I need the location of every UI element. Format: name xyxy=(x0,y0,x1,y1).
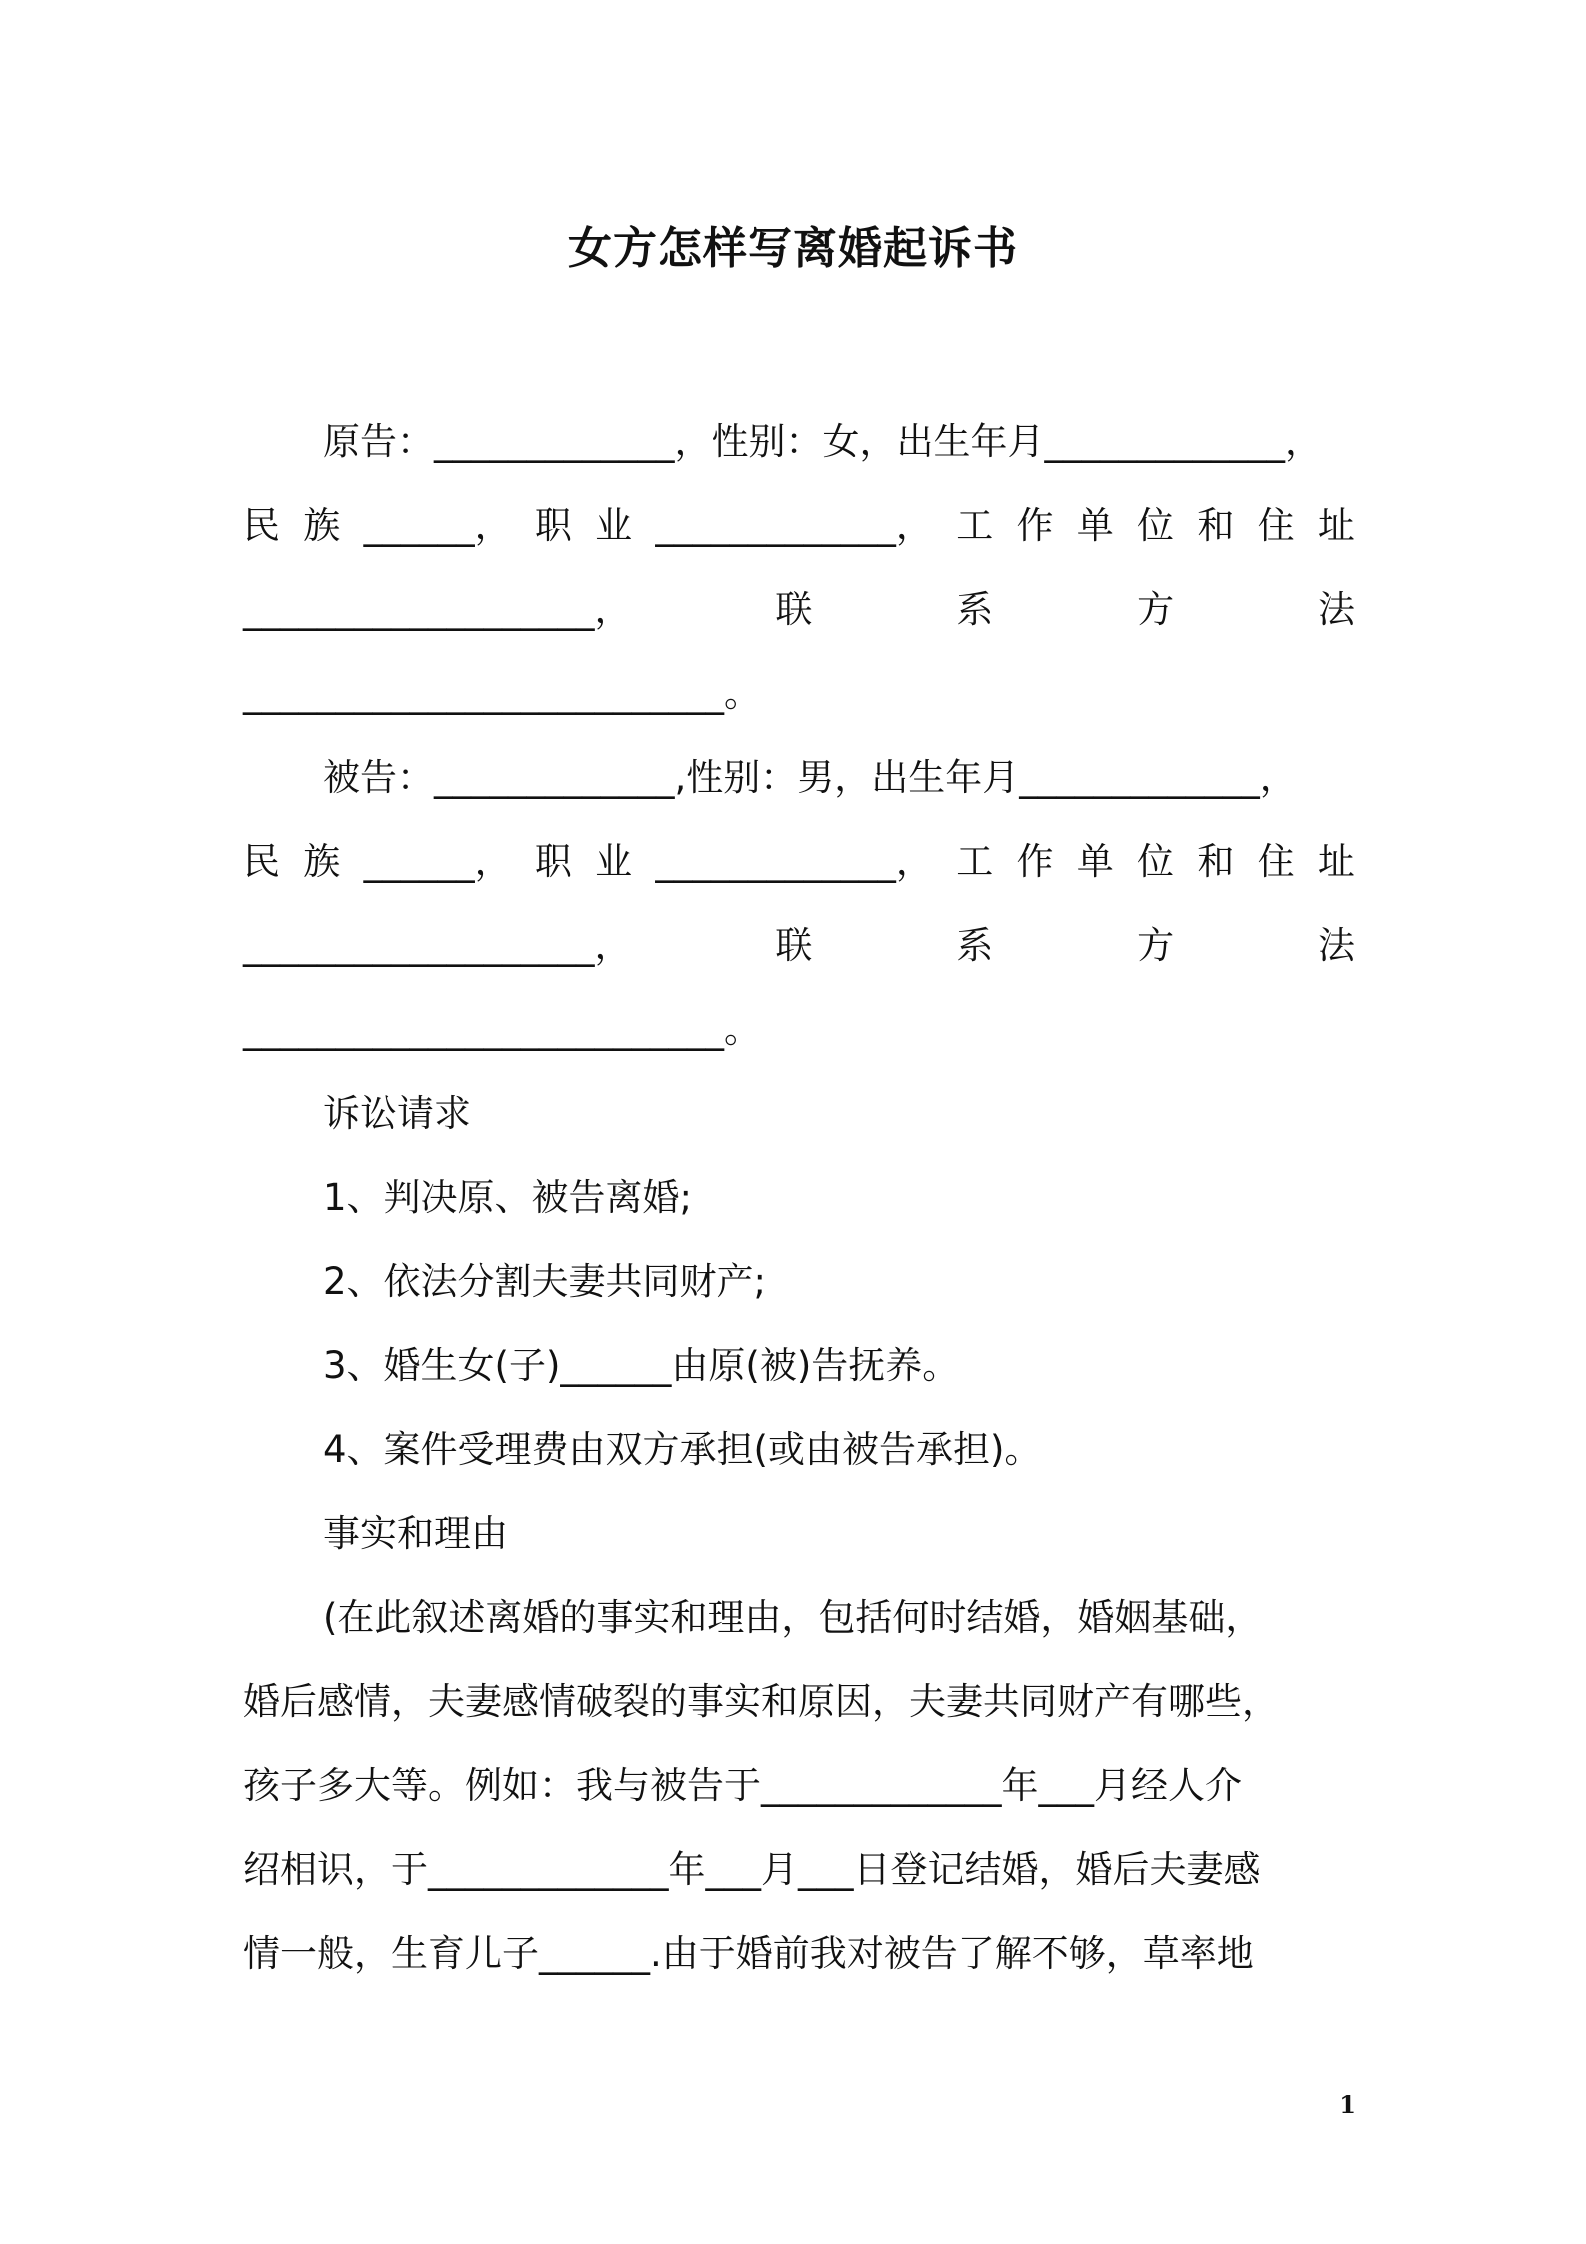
text-segment: 住 xyxy=(1257,840,1295,883)
text-segment: 址 xyxy=(1317,840,1355,883)
facts-line: 孩子多大等。例如：我与被告于_____________年___月经人介 xyxy=(243,1764,1242,1807)
text-segment: 和 xyxy=(1197,504,1235,547)
text-segment: ___________________， xyxy=(243,588,632,631)
defendant-line-4: __________________________。 xyxy=(243,1008,761,1051)
claim-item: 2、依法分割夫妻共同财产; xyxy=(323,1260,767,1303)
text-segment: ______， xyxy=(363,504,512,547)
text-segment: 住 xyxy=(1257,504,1295,547)
page-number: 1 xyxy=(1339,2090,1356,2119)
facts-line: 婚后感情，夫妻感情破裂的事实和原因，夫妻共同财产有哪些， xyxy=(243,1680,1279,1723)
text-segment: 族 xyxy=(303,504,341,547)
facts-line: 情一般，生育儿子______.由于婚前我对被告了解不够，草率地 xyxy=(243,1932,1254,1975)
text-segment: 工 xyxy=(956,840,994,883)
text-segment: 位 xyxy=(1137,504,1175,547)
plaintiff-line-1: 原告：_____________，性别：女，出生年月_____________， xyxy=(323,420,1322,463)
text-segment: ___________________， xyxy=(243,924,632,967)
plaintiff-line-2 xyxy=(243,484,1355,568)
text-segment: 法 xyxy=(1318,924,1355,967)
claims-heading: 诉讼请求 xyxy=(323,1092,471,1135)
text-segment: 职 xyxy=(534,504,572,547)
text-segment: 单 xyxy=(1076,504,1114,547)
text-segment: 址 xyxy=(1317,504,1355,547)
text-segment: 工 xyxy=(956,504,994,547)
text-segment: 业 xyxy=(595,840,633,883)
text-segment: 单 xyxy=(1076,840,1114,883)
defendant-line-3 xyxy=(243,904,1355,988)
text-segment: 族 xyxy=(303,840,341,883)
defendant-line-1: 被告：_____________,性别：男，出生年月_____________， xyxy=(323,756,1297,799)
text-segment: _____________， xyxy=(655,504,933,547)
text-segment: 作 xyxy=(1016,840,1054,883)
facts-line: 绍相识，于_____________年___月___日登记结婚，婚后夫妻感 xyxy=(243,1848,1261,1891)
text-segment: 联 xyxy=(775,924,813,967)
facts-line: (在此叙述离婚的事实和理由，包括何时结婚，婚姻基础， xyxy=(323,1596,1263,1639)
text-segment: 民 xyxy=(243,840,280,883)
text-segment: _____________， xyxy=(655,840,933,883)
text-segment: 系 xyxy=(956,924,994,967)
claim-item: 1、判决原、被告离婚; xyxy=(323,1176,693,1219)
text-segment: 作 xyxy=(1016,504,1054,547)
text-segment: 联 xyxy=(775,588,813,631)
defendant-line-2 xyxy=(243,820,1355,904)
plaintiff-line-3 xyxy=(243,568,1355,652)
plaintiff-line-4: __________________________。 xyxy=(243,672,761,715)
claim-item: 3、婚生女(子)______由原(被)告抚养。 xyxy=(323,1344,960,1387)
text-segment: 方 xyxy=(1137,588,1175,631)
facts-heading: 事实和理由 xyxy=(323,1512,508,1555)
text-segment: ______， xyxy=(363,840,512,883)
text-segment: 方 xyxy=(1137,924,1175,967)
text-segment: 和 xyxy=(1197,840,1235,883)
text-segment: 法 xyxy=(1318,588,1355,631)
document-body xyxy=(243,400,1355,1996)
text-segment: 系 xyxy=(956,588,994,631)
text-segment: 业 xyxy=(595,504,633,547)
claim-item: 4、案件受理费由双方承担(或由被告承担)。 xyxy=(323,1428,1042,1471)
text-segment: 职 xyxy=(534,840,572,883)
text-segment: 位 xyxy=(1137,840,1175,883)
document-title: 女方怎样写离婚起诉书 xyxy=(568,223,1018,274)
text-segment: 民 xyxy=(243,504,280,547)
